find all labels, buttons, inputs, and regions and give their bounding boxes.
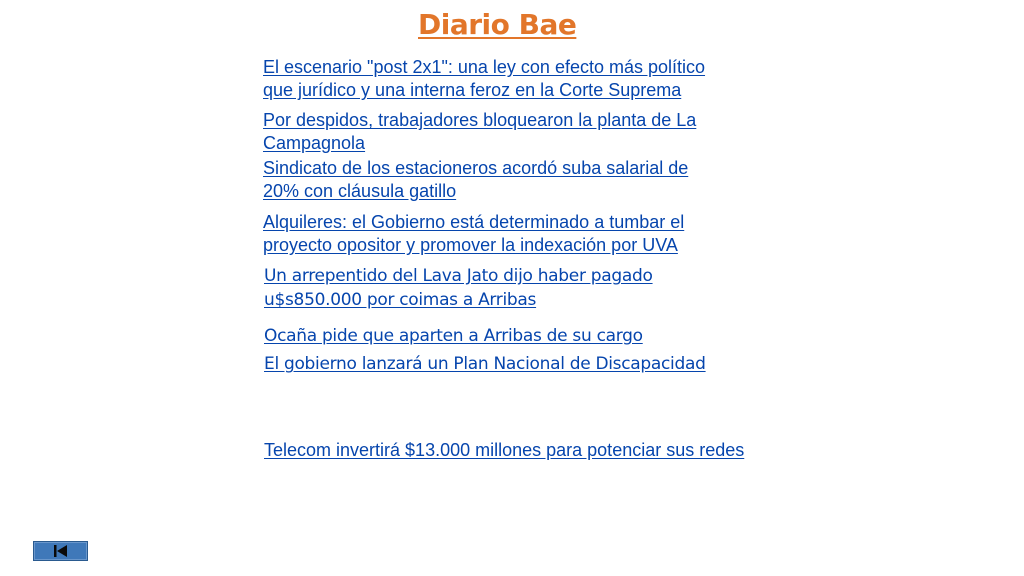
headline-line: proyecto opositor y promover la indexación por UVA xyxy=(263,235,678,255)
headline-line: Alquileres: el Gobierno está determinado a tumbar el xyxy=(263,212,685,232)
headline-link-telecom[interactable] xyxy=(264,439,744,462)
headline-link-lava-jato[interactable] xyxy=(264,264,653,312)
headline-link-corte-suprema[interactable] xyxy=(263,56,705,102)
headline-link-discapacidad[interactable] xyxy=(264,352,706,376)
headline-link-la-campagnola[interactable] xyxy=(263,109,696,155)
headline-line: El gobierno lanzará un Plan Nacional de Discapacidad xyxy=(264,354,706,374)
headline-line: Campagnola xyxy=(263,133,366,153)
headline-line: Un arrepentido del Lava Jato dijo haber pagado xyxy=(264,266,653,286)
back-navigation-button[interactable] xyxy=(33,541,88,561)
headline-line: Por despidos, trabajadores bloquearon la planta de La xyxy=(263,110,697,130)
headline-line: Ocaña pide que aparten a Arribas de su cargo xyxy=(264,326,643,346)
headline-link-ocana[interactable] xyxy=(264,324,643,348)
headline-line: 20% con cláusula gatillo xyxy=(263,181,457,201)
headline-link-alquileres[interactable] xyxy=(263,211,684,257)
headline-link-estacioneros[interactable] xyxy=(263,157,688,203)
headline-line: u$s850.000 por coimas a Arribas xyxy=(264,290,537,310)
headline-line: Telecom invertirá $13.000 millones para potenciar sus redes xyxy=(264,440,745,460)
skip-back-icon xyxy=(53,544,69,558)
headline-line: que jurídico y una interna feroz en la Corte Suprema xyxy=(263,80,682,100)
headline-line: El escenario "post 2x1": una ley con efecto más político xyxy=(263,57,706,77)
headline-line: Sindicato de los estacioneros acordó suba salarial de xyxy=(263,158,689,178)
page-title: Diario Bae xyxy=(418,8,577,41)
